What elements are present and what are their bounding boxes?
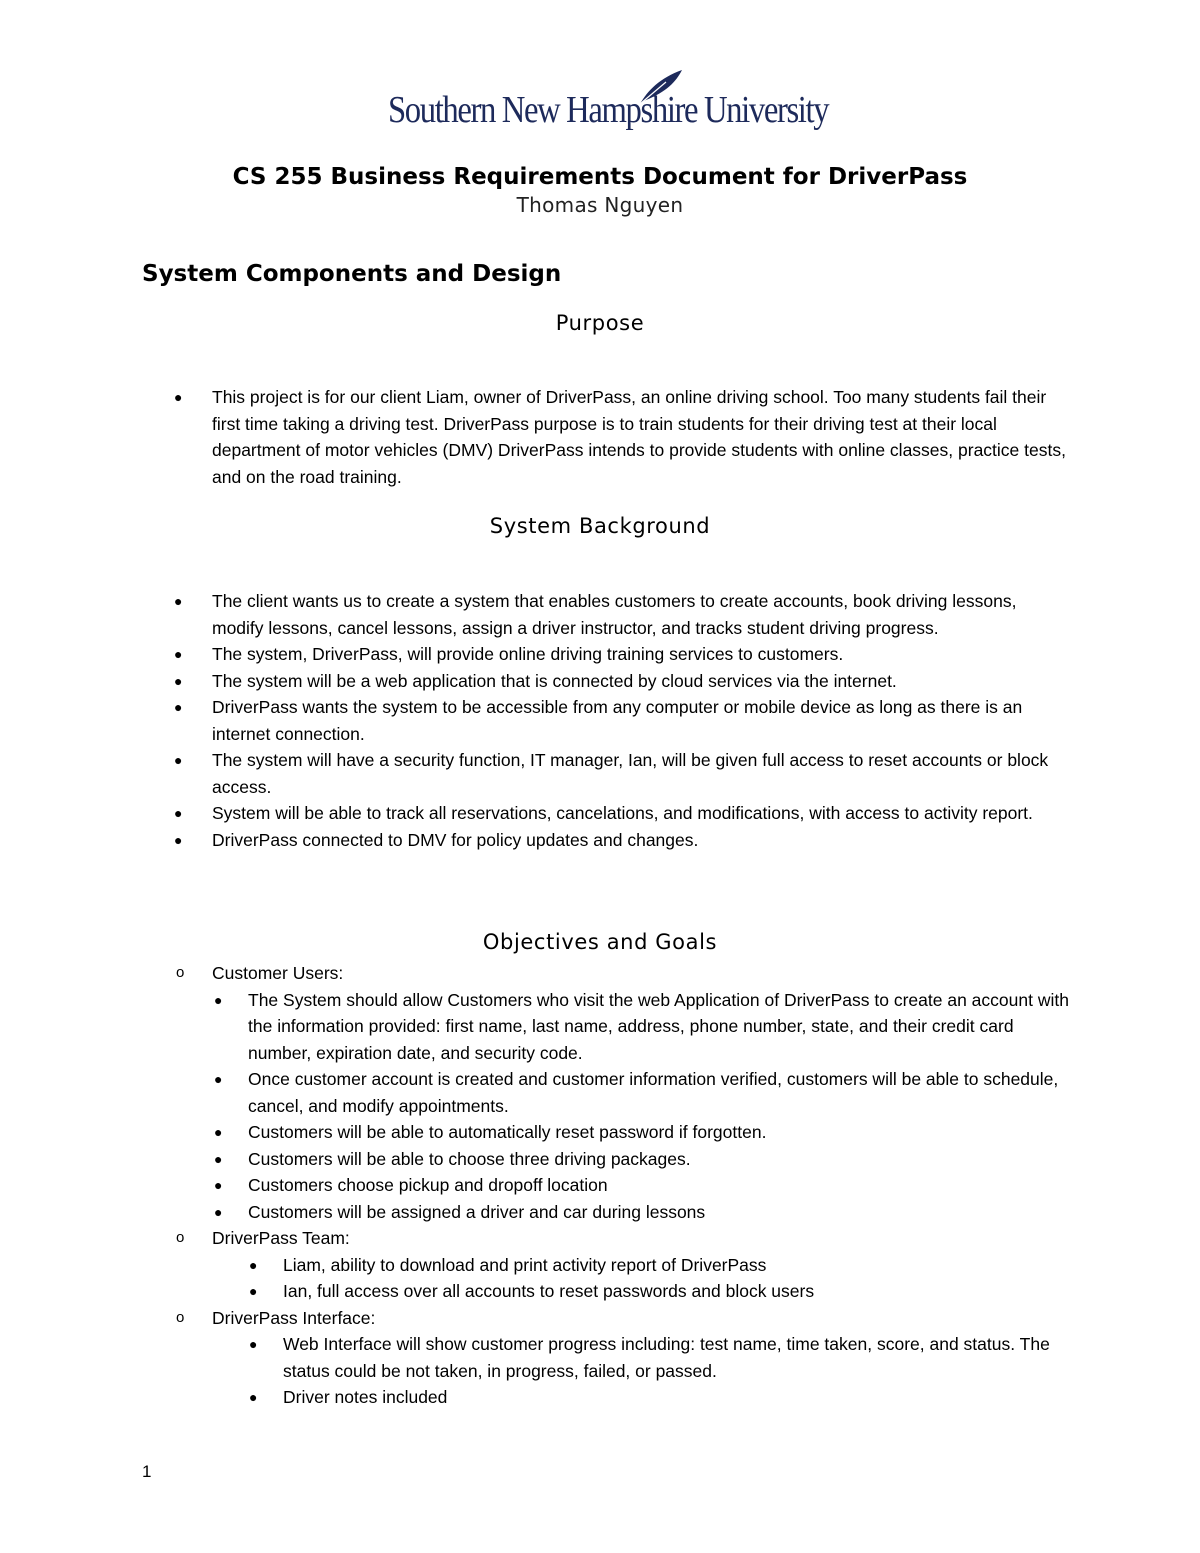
bullet-icon: ● <box>174 699 183 715</box>
list-item: ● Ian, full access over all accounts to reset passwords and block users <box>283 1278 1072 1305</box>
section-title: System Components and Design <box>142 261 562 287</box>
list-item: ● Liam, ability to download and print activity report of DriverPass <box>283 1252 1072 1279</box>
bullet-icon: ● <box>249 1256 258 1273</box>
list-item: ● Once customer account is created and customer information verified, customers will be able to schedule, cancel, and modify appointments. <box>248 1066 1072 1119</box>
team-items <box>212 1252 1072 1305</box>
university-logo <box>388 62 829 142</box>
page-number: 1 <box>142 1462 152 1481</box>
bullet-icon: ● <box>214 1150 223 1167</box>
bullet-icon: ● <box>174 593 183 609</box>
group-label: DriverPass Team: <box>212 1228 350 1248</box>
list-item: ● System will be able to track all reservations, cancelations, and modifications, with access to activity report. <box>212 800 1072 827</box>
list-item: ● The system will have a security function, IT manager, Ian, will be given full access to reset accounts or block access. <box>212 747 1072 800</box>
bullet-icon: ● <box>249 1283 258 1299</box>
list-item: ● DriverPass connected to DMV for policy updates and changes. <box>212 827 1072 854</box>
bullet-icon: ● <box>214 1177 223 1193</box>
bullet-icon: ● <box>174 672 183 689</box>
circle-bullet-icon: o <box>176 964 185 981</box>
bullet-icon: ● <box>174 805 183 821</box>
objectives-heading: Objectives and Goals <box>482 930 718 954</box>
list-item: ● Customers will be assigned a driver and car during lessons <box>248 1199 1072 1226</box>
document-author: Thomas Nguyen <box>516 193 684 217</box>
list-item: ● The System should allow Customers who visit the web Application of DriverPass to create an account with the information provided: first name, last name, address, phone number, state, and their credit card number, expiration date, and security code. <box>248 987 1072 1067</box>
purpose-heading: Purpose <box>555 311 645 335</box>
customer-items <box>212 987 1072 1226</box>
feather-icon <box>636 68 684 108</box>
bullet-icon: ● <box>174 389 183 405</box>
list-item: ● Customers will be able to choose three driving packages. <box>248 1146 1072 1173</box>
list-item: ● Web Interface will show customer progress including: test name, time taken, score, and status. The status could be not taken, in progress, failed, or passed. <box>283 1331 1073 1384</box>
bullet-icon: ● <box>249 1389 258 1405</box>
circle-bullet-icon: o <box>176 1308 185 1326</box>
list-item: ● DriverPass wants the system to be accessible from any computer or mobile device as long as there is an internet connection. <box>212 694 1072 747</box>
purpose-list <box>174 384 1072 490</box>
list-item: ● This project is for our client Liam, owner of DriverPass, an online driving school. Too many students fail their first time taking a driving test. DriverPass purpose is to train students for their driving test at their local department of motor vehicles (DMV) DriverPass intends to provide students with online classes, practice tests, and on the road training. <box>212 384 1072 490</box>
bullet-icon: ● <box>214 1203 223 1220</box>
background-heading: System Background <box>489 514 711 538</box>
list-item: ● The system, DriverPass, will provide online driving training services to customers. <box>212 641 1072 668</box>
bullet-icon: ● <box>174 752 183 768</box>
group-label: Customer Users: <box>212 963 344 983</box>
objective-group-team <box>176 1225 1072 1252</box>
list-item: ● The system will be a web application that is connected by cloud services via the internet. <box>212 668 1072 695</box>
list-item: ● The client wants us to create a system that enables customers to create accounts, book driving lessons, modify lessons, cancel lessons, assign a driver instructor, and tracks student driving progress. <box>212 588 1072 641</box>
circle-bullet-icon: o <box>176 1229 185 1246</box>
bullet-icon: ● <box>174 646 183 662</box>
objective-group-interface <box>176 1305 1072 1332</box>
logo-text: Southern New Hampshire University <box>388 89 829 131</box>
document-title: CS 255 Business Requirements Document for DriverPass <box>232 164 968 190</box>
list-item: ● Driver notes included <box>283 1384 1073 1411</box>
group-label: DriverPass Interface: <box>212 1307 376 1328</box>
objectives-list <box>176 960 1072 1411</box>
list-item: ● Customers choose pickup and dropoff location <box>248 1172 1072 1199</box>
bullet-icon: ● <box>249 1336 258 1352</box>
list-item: ● Customers will be able to automatically reset password if forgotten. <box>248 1119 1072 1146</box>
bullet-icon: ● <box>214 991 223 1008</box>
bullet-icon: ● <box>214 1071 223 1087</box>
background-list <box>174 588 1072 853</box>
bullet-icon: ● <box>174 831 183 848</box>
objective-group-customers <box>176 960 1072 987</box>
interface-items <box>212 1331 1073 1411</box>
bullet-icon: ● <box>214 1124 223 1140</box>
